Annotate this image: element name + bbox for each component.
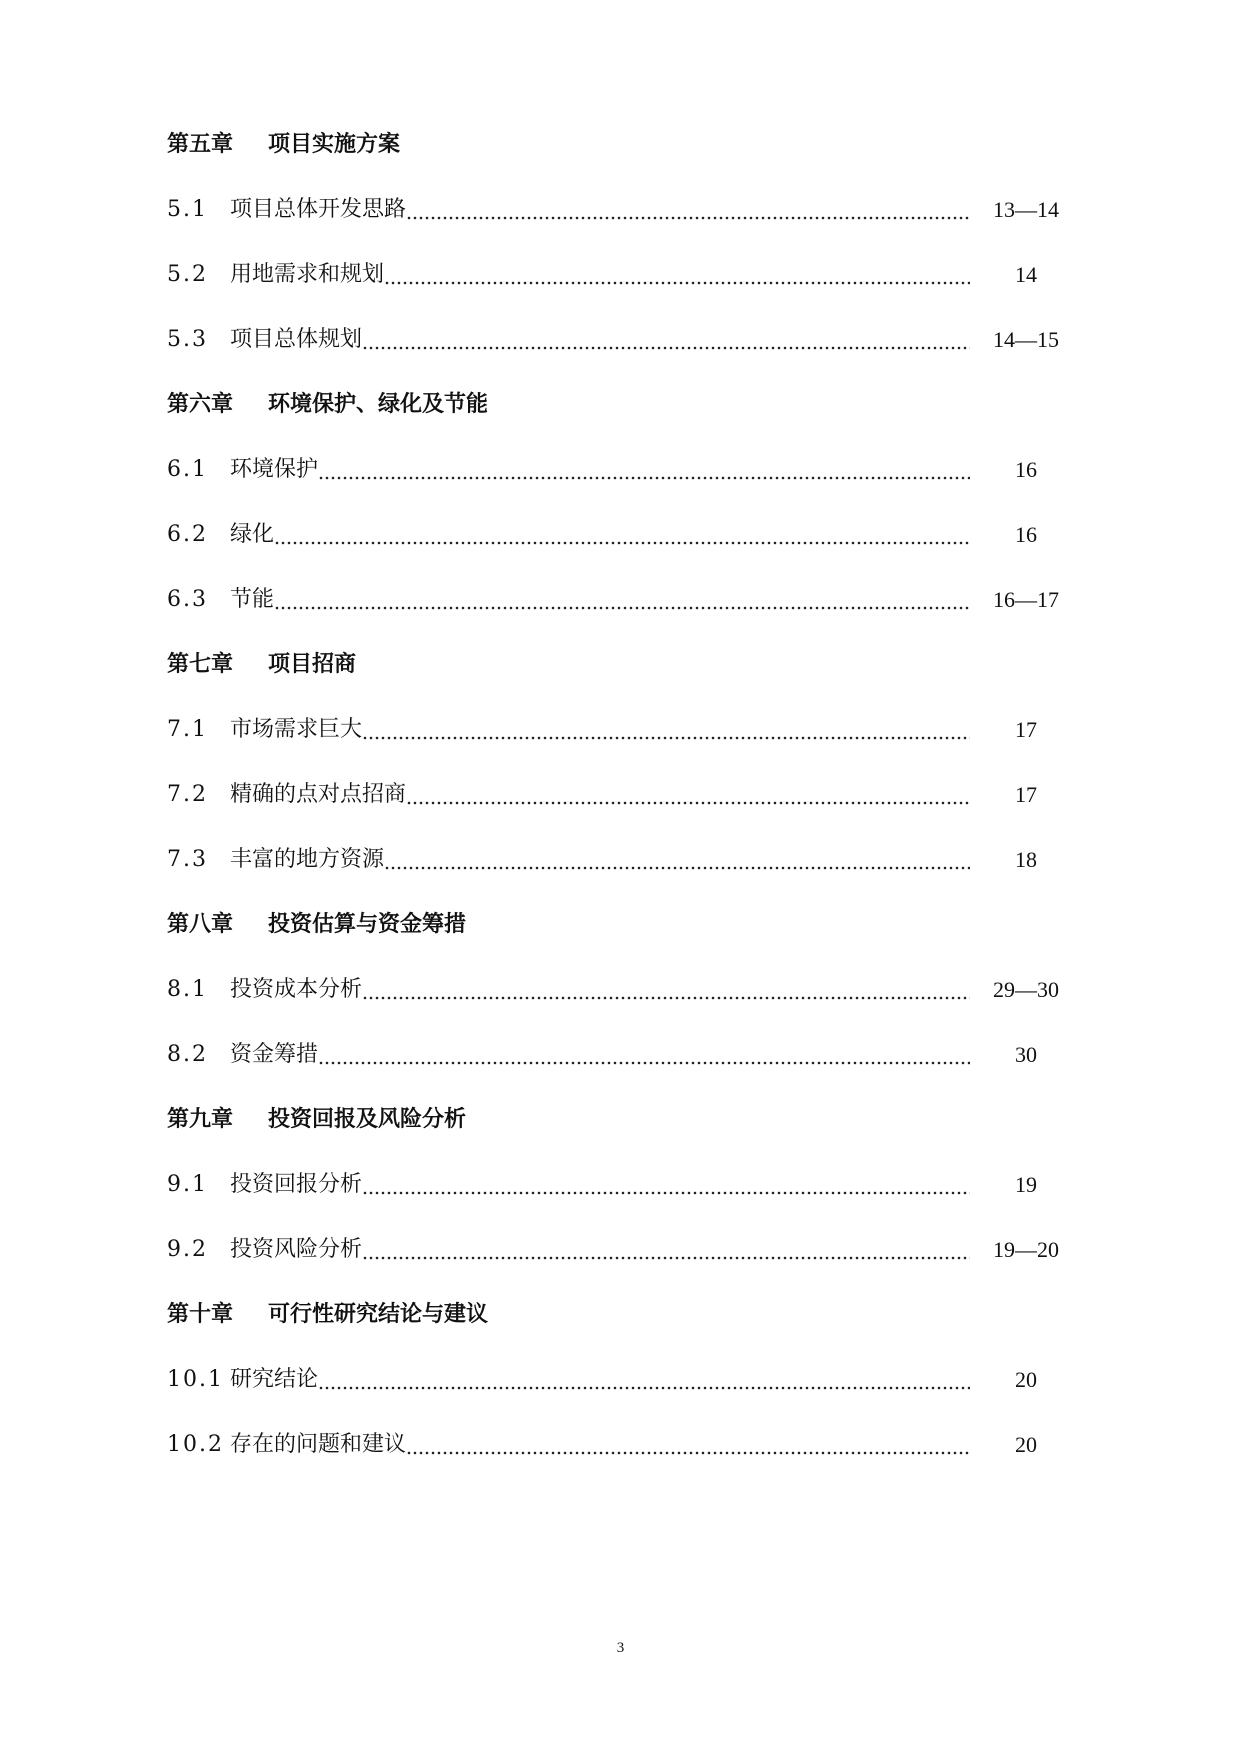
section-number: 9.1 (167, 1172, 208, 1197)
dot-leader (406, 177, 970, 242)
section-title: 环境保护 (230, 457, 319, 482)
section-number: 7.3 (167, 847, 208, 872)
section-number: 10.2 (167, 1432, 224, 1457)
chapter-heading (167, 632, 1072, 697)
section-number: 5.1 (167, 197, 208, 222)
dot-leader (274, 502, 970, 567)
page-reference: 19—20 (993, 1237, 1059, 1262)
dot-leader (406, 1412, 970, 1477)
toc-entry[interactable] (167, 567, 1072, 632)
chapter-heading (167, 372, 1072, 437)
section-title: 投资回报分析 (230, 1172, 363, 1197)
chapter-number: 第五章 (167, 132, 234, 157)
section-title: 投资成本分析 (230, 977, 363, 1002)
section-number: 5.2 (167, 262, 208, 287)
chapter-title: 可行性研究结论与建议 (268, 1302, 489, 1327)
dot-leader (362, 957, 970, 1022)
section-title: 丰富的地方资源 (230, 847, 385, 872)
toc-entry[interactable] (167, 242, 1072, 307)
page-reference: 17 (1015, 717, 1037, 742)
section-number: 8.1 (167, 977, 208, 1002)
chapter-number: 第八章 (167, 912, 234, 937)
section-number: 10.1 (167, 1367, 224, 1392)
toc-entry[interactable] (167, 502, 1072, 567)
toc-entry[interactable] (167, 437, 1072, 502)
dot-leader (384, 242, 970, 307)
chapter-title: 项目实施方案 (268, 132, 401, 157)
chapter-title: 投资估算与资金筹措 (268, 912, 467, 937)
section-title: 存在的问题和建议 (230, 1432, 407, 1457)
section-number: 8.2 (167, 1042, 208, 1067)
dot-leader (318, 1022, 970, 1087)
toc-entry[interactable] (167, 177, 1072, 242)
toc-entry[interactable] (167, 1022, 1072, 1087)
dot-leader (362, 307, 970, 372)
toc-entry[interactable] (167, 1217, 1072, 1282)
section-title: 项目总体规划 (230, 327, 363, 352)
section-title: 研究结论 (230, 1367, 319, 1392)
section-title: 精确的点对点招商 (230, 782, 407, 807)
section-number: 6.1 (167, 457, 208, 482)
section-number: 6.2 (167, 522, 208, 547)
page-reference: 20 (1015, 1367, 1037, 1392)
chapter-heading (167, 1087, 1072, 1152)
section-number: 7.1 (167, 717, 208, 742)
section-title: 项目总体开发思路 (230, 197, 407, 222)
chapter-title: 项目招商 (268, 652, 357, 677)
toc-entry[interactable] (167, 1412, 1072, 1477)
page-reference: 18 (1015, 847, 1037, 872)
page-reference: 17 (1015, 782, 1037, 807)
toc-entry[interactable] (167, 697, 1072, 762)
page-reference: 30 (1015, 1042, 1037, 1067)
dot-leader (318, 437, 970, 502)
section-number: 7.2 (167, 782, 208, 807)
section-number: 6.3 (167, 587, 208, 612)
dot-leader (318, 1347, 970, 1412)
dot-leader (362, 1152, 970, 1217)
chapter-heading (167, 892, 1072, 957)
page-reference: 13—14 (993, 197, 1059, 222)
dot-leader (384, 827, 970, 892)
page-reference: 16 (1015, 457, 1037, 482)
section-title: 市场需求巨大 (230, 717, 363, 742)
dot-leader (274, 567, 970, 632)
toc-entry[interactable] (167, 1152, 1072, 1217)
section-number: 5.3 (167, 327, 208, 352)
section-title: 投资风险分析 (230, 1237, 363, 1262)
page-reference: 20 (1015, 1432, 1037, 1457)
toc-entry[interactable] (167, 1347, 1072, 1412)
chapter-heading (167, 1282, 1072, 1347)
page-reference: 19 (1015, 1172, 1037, 1197)
section-title: 资金筹措 (230, 1042, 319, 1067)
chapter-number: 第九章 (167, 1107, 234, 1132)
section-title: 用地需求和规划 (230, 262, 385, 287)
toc-entry[interactable] (167, 957, 1072, 1022)
page-reference: 14 (1015, 262, 1037, 287)
chapter-title: 环境保护、绿化及节能 (268, 392, 489, 417)
dot-leader (362, 1217, 970, 1282)
page-number: 3 (616, 1640, 625, 1656)
toc-entry[interactable] (167, 827, 1072, 892)
chapter-number: 第十章 (167, 1302, 234, 1327)
dot-leader (406, 762, 970, 827)
dot-leader (362, 697, 970, 762)
page-reference: 14—15 (993, 327, 1059, 352)
chapter-heading (167, 112, 1072, 177)
toc-entry[interactable] (167, 762, 1072, 827)
table-of-contents (167, 112, 1072, 1477)
chapter-number: 第七章 (167, 652, 234, 677)
section-title: 节能 (230, 587, 275, 612)
section-title: 绿化 (230, 522, 275, 547)
page-reference: 16—17 (993, 587, 1059, 612)
page-reference: 16 (1015, 522, 1037, 547)
chapter-title: 投资回报及风险分析 (268, 1107, 467, 1132)
toc-entry[interactable] (167, 307, 1072, 372)
chapter-number: 第六章 (167, 392, 234, 417)
section-number: 9.2 (167, 1237, 208, 1262)
page-reference: 29—30 (993, 977, 1059, 1002)
